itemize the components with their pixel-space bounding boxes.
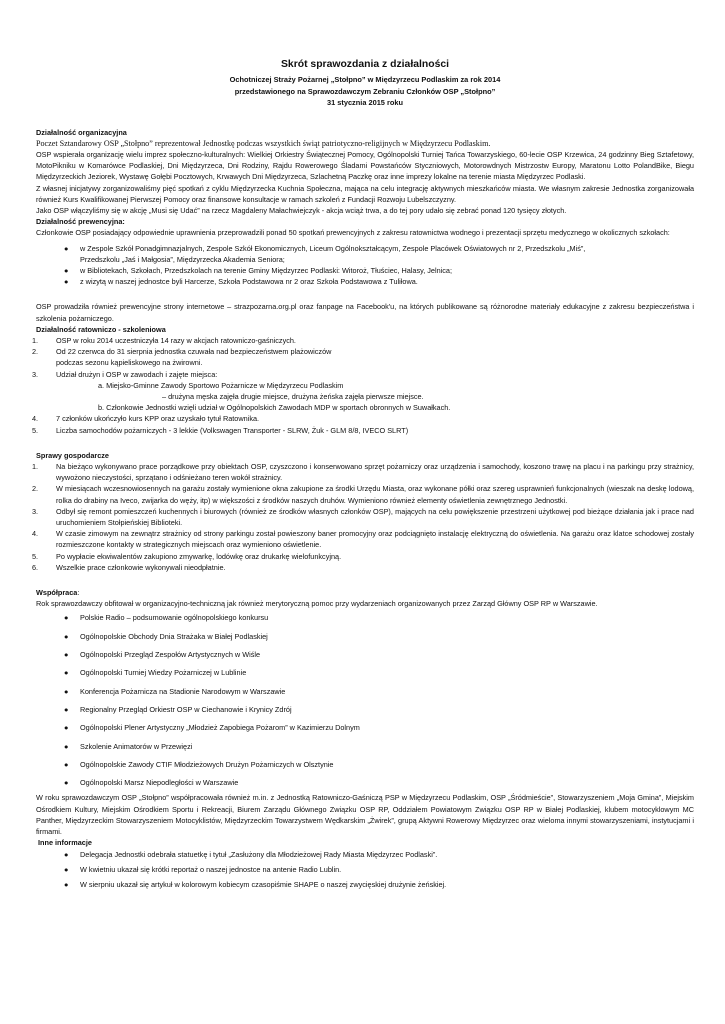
list-item-text: Polskie Radio – podsumowanie ogólnopolskiego konkursu xyxy=(80,613,269,623)
list-item xyxy=(36,848,694,863)
list-item: 3. Udział drużyn i OSP w zawodach i zajęte miejsca: a. Miejsko-Gminne Zawody Sportowo Pożarnicze w Międzyrzecu Podlaskim – drużyna męska zajęła drugie miejsce, drużyna żeńska zajęła pierwsze miejsce. b. Członkowie Jednostki wzięli udział w Ogólnopolskich Zawodach MDP w sportach obronnych w Suwałkach. xyxy=(36,369,694,414)
org-paragraph-3: Z własnej inicjatywy zorganizowaliśmy pięć spotkań z cyklu Międzyrzecka Kuchnia Społeczna, mająca na celu integrację aktywnych mieszkańców miasta. We własnym zakresie Jednostka zorganizowała również Kurs Kwalifikowanej Pierwszej Pomocy oraz finansowe konsultacje w ramach szkoleń z Fundacji Rozwoju Lubelszczyzny. xyxy=(36,183,694,204)
list-item-text: Od 22 czerwca do 31 sierpnia jednostka czuwała nad bezpieczeństwem plażowiczów xyxy=(56,347,332,357)
list-item xyxy=(36,276,694,287)
section-heading-prevention: Działalność prewencyjna: xyxy=(36,217,125,227)
bullet-icon: ● xyxy=(64,759,69,769)
list-item-text: OSP w roku 2014 uczestniczyła 14 razy w akcjach ratowniczo-gaśniczych. xyxy=(56,335,296,345)
bullet-icon: ● xyxy=(64,243,69,253)
list-item-text: W miesiącach wczesnowiosennych na garażu zostały wymienione okna zakupione za środki Urzędu Miasta, oraz wykonane półki oraz szereg usprawnień funkcjonalnych (wieszak na deskę lodową, rolka do drabiny na Iveco, zwijarka do węży, itp) w większości z środków naszych druhów. Wymieniono również elementy oświetlenia zewnętrznego Jednostki. xyxy=(56,484,694,505)
org-paragraph-4: Jako OSP włączyliśmy się w akcję „Musi się Udać” na rzecz Magdaleny Małachwiejczyk - akcja wciąż trwa, a do tej pory udało się zebrać ponad 120 tysięcy złotych. xyxy=(36,205,567,215)
list-item: 5. Po wypłacie ekwiwalentów zakupiono zmywarkę, lodówkę oraz drukarkę wielofunkcyjną. xyxy=(32,551,342,561)
document-title: Skrót sprawozdania z działalności xyxy=(280,59,450,70)
list-item: 1. OSP w roku 2014 uczestniczyła 14 razy w akcjach ratowniczo-gaśniczych. xyxy=(32,335,296,345)
bullet-icon: ● xyxy=(64,723,69,733)
list-item xyxy=(36,609,694,627)
list-item-text: w Bibliotekach, Szkołach, Przedszkolach na terenie Gminy Międzyrzec Podlaski: Witoroż, Tłuściec, Halasy, Jelnica; xyxy=(80,265,453,275)
bullet-icon: ● xyxy=(64,277,69,287)
list-item-text: w Zespole Szkół Ponadgimnazjalnych, Zespole Szkół Ekonomicznych, Liceum Ogólnokształcącym, Zespole Placówek Oświatowych nr 2, Przedszkolu „Miś”, xyxy=(80,243,586,253)
list-item-text: Ogólnopolski Marsz Niepodległości w Warszawie xyxy=(80,778,239,788)
list-item: 4. W czasie zimowym na zewnątrz strażnicy od strony parkingu został powieszony baner promocyjny oraz podciągnięto instalację elektryczną do oświetlenia. Na garażu oraz klatce schodowej zostały rozmieszczone kontakty w strategicznych miejscach oraz wymieniono oświetlenie. xyxy=(32,529,694,550)
list-item: 1. Na bieżąco wykonywano prace porządkowe przy obiektach OSP, czyszczono i konserwowano sprzęt pożarniczy oraz urządzenia i samochody, koszono trawę na placu i na parkingu przy strażnicy, wywożono nieczystości, sprzątano i odśnieżano teren wokół strażnicy. xyxy=(32,461,694,483)
prevention-paragraph-1: Członkowie OSP posiadający odpowiednie uprawnienia przeprowadzili ponad 50 spotkań prewencyjnych z zakresu ratownictwa wodnego i prezentacji sprzętu medycznego w okolicznych szkołach: xyxy=(36,228,670,238)
list-item-text: Szkolenie Animatorów w Przewięzi xyxy=(80,741,193,751)
bullet-icon: ● xyxy=(64,741,69,751)
list-item: 3. Odbył się remont pomieszczeń kuchennych i biurowych (również ze środków własnych członków OSP), mających na celu powiększenie przestrzeni użytkowej pod bieżące działania jak i prace nad uruchomieniem Stołpieńskiej Biblioteki. xyxy=(32,506,694,527)
list-item xyxy=(36,719,694,737)
list-item: 2. Od 22 czerwca do 31 sierpnia jednostka czuwała nad bezpieczeństwem plażowiczów podczas sezonu kąpieliskowego na żwirowni. xyxy=(36,346,694,368)
sub-list-item: b. Członkowie Jednostki wzięli udział w Ogólnopolskich Zawodach MDP w sportach obronnych w Suwałkach. xyxy=(98,403,451,413)
section-heading-economic: Sprawy gospodarcze xyxy=(36,450,109,460)
list-item xyxy=(36,863,694,878)
list-item-text: Ogólnopolski Turniej Wiedzy Pożarniczej w Lublinie xyxy=(80,668,247,678)
list-item-text: Delegacja Jednostki odebrała statuetkę i tytuł „Zasłużony dla Młodzieżowej Rady Miasta Międzyrzec Podlaski”. xyxy=(80,850,438,860)
list-item: 6. Wszelkie prace członkowie wykonywali nieodpłatnie. xyxy=(32,562,226,572)
bullet-icon: ● xyxy=(64,778,69,788)
document-subtitle-2: przedstawionego na Sprawozdawczym Zebraniu Członków OSP „Stołpno” xyxy=(234,86,496,96)
bullet-icon: ● xyxy=(64,686,69,696)
list-item xyxy=(36,265,694,276)
list-item xyxy=(36,774,694,792)
section-heading-org: Działalność organizacyjna xyxy=(36,127,127,137)
section-heading-cooperation xyxy=(36,587,694,598)
bullet-icon: ● xyxy=(64,650,69,660)
document-subtitle-1: Ochotniczej Straży Pożarnej „Stołpno” w Międzyrzecu Podlaskim za rok 2014 xyxy=(229,75,501,84)
bullet-icon: ● xyxy=(64,850,69,860)
list-item: 4. 7 członków ukończyło kurs KPP oraz uzyskało tytuł Ratownika. xyxy=(32,414,260,424)
list-item-text: z wizytą w naszej jednostce byli Harcerze, Szkoła Podstawowa nr 2 oraz Szkoła Podstawowa z Tuliłowa. xyxy=(80,277,418,287)
list-item-text: W kwietniu ukazał się krótki reportaż o naszej jednostce na antenie Radio Lublin. xyxy=(80,865,342,874)
document-date: 31 stycznia 2015 roku xyxy=(326,98,403,107)
bullet-icon: ● xyxy=(64,265,69,275)
list-item xyxy=(36,878,694,893)
list-item xyxy=(36,701,694,719)
bullet-icon: ● xyxy=(64,704,69,714)
cooperation-list xyxy=(36,609,694,792)
list-item xyxy=(36,738,694,756)
sub-list-item: a. Miejsko-Gminne Zawody Sportowo Pożarnicze w Międzyrzecu Podlaskim xyxy=(98,380,344,390)
list-item xyxy=(36,646,694,664)
list-item-text: W sierpniu ukazał się artykuł w kolorowym kobiecym czasopiśmie SHAPE o naszej zwycięskiej drużynie żeńskiej. xyxy=(80,879,447,889)
info-list xyxy=(36,848,694,892)
list-item-text: Na bieżąco wykonywano prace porządkowe przy obiektach OSP, czyszczono i konserwowano sprzęt pożarniczy oraz urządzenia i samochody, koszono trawę na placu i na parkingu przy strażnicy, wywożono nieczystości, sprzątano i odśnieżano teren wokół strażnicy. xyxy=(56,461,694,483)
sub-list-item: – drużyna męska zajęła drugie miejsce, drużyna żeńska zajęła pierwsze miejsce. xyxy=(162,391,424,401)
list-item-text: Po wypłacie ekwiwalentów zakupiono zmywarkę, lodówkę oraz drukarkę wielofunkcyjną. xyxy=(56,551,342,561)
bullet-icon: ● xyxy=(64,879,69,889)
bullet-icon: ● xyxy=(64,668,69,678)
list-item xyxy=(36,664,694,682)
list-item-text: Wszelkie prace członkowie wykonywali nieodpłatnie. xyxy=(56,562,226,572)
list-item-text: Ogólnopolskie Obchody Dnia Strażaka w Białej Podlaskiej xyxy=(80,631,268,641)
list-item-text: Odbył się remont pomieszczeń kuchennych i biurowych (również ze środków własnych członków OSP), mających na celu powiększenie przestrzeni użytkowej pod bieżące działania jak i prace nad uruchomieniem Stołpieńskiej Biblioteki. xyxy=(56,506,694,527)
org-paragraph-2: OSP wspierała organizację wielu imprez społeczno-kulturalnych: Wielkiej Orkiestry Świątecznej Pomocy, Ogólnopolski Turniej Tańca Towarzyskiego, 60-lecie OSP Krzewica, 24 godzinny Bieg Sztafetowy, MotoPikniku w Komarówce Podlaskiej, Dni Międzyrzeca, Dni Rodziny, Rajdu Rowerowego Śladami Powstańców Styczniowych, Motorowdnych Mistrzostw Europy, Maratonu Lotto PolandBike, Biegu Międzyrzeckich Jeziorek, Wystawę Gołębi Pocztowych, Krwawych Dni Międzyrzeca, Szlachetną Paczkę oraz inne imprezy lokalne na terenie miasta Międzyrzec Podlaski. xyxy=(36,149,694,182)
list-item-text: Ogólnopolski Przegląd Zespołów Artystycznych w Wiśle xyxy=(80,650,261,660)
cooperation-paragraph-2: W roku sprawozdawczym OSP „Stołpno” współpracowała również m.in. z Jednostką Ratowniczo-Gaśniczą PSP w Międzyrzecu Podlaskim, OSP „Śródmieście”, Stowarzyszeniem „Moja Gmina”, Miejskim Ośrodkiem Kultury, Miejskim Ośrodkiem Sportu i Rekreacji, Biurem Zarządu Głównego Związku OSP RP, Oddziałem Powiatowym Związku OSP RP w Białej Podlaskiej, klubem motocyklowym MC Panther, Międzyrzeckim Stowarzyszeniem Motocyklistów, Międzyrzeckim Towarzystwem Wędkarskim „Żwirek”, grupą Aktywni Rowerowy Międzyrzec oraz wieloma innymi stowarzyszeniami, instytucjami i firmami. xyxy=(36,793,694,836)
cooperation-intro: Rok sprawozdawczy obfitował w organizacyjno-techniczną jak również merytoryczną pomoc przy wydarzeniach organizowanych przez Zarząd Główny OSP RP w Warszawie. xyxy=(36,599,598,609)
list-item-text: Liczba samochodów pożarniczych - 3 lekkie (Volkswagen Transporter - SLRW, Żuk - GLM 8/8, IVECO SLRT) xyxy=(56,425,409,435)
section-heading-rescue: Działalność ratowniczo - szkoleniowa xyxy=(36,324,166,334)
list-item: 5. Liczba samochodów pożarniczych - 3 lekkie (Volkswagen Transporter - SLRW, Żuk - GLM 8/8, IVECO SLRT) xyxy=(32,425,409,435)
list-item-text: Regionalny Przegląd Orkiestr OSP w Ciechanowie i Krynicy Zdrój xyxy=(80,704,292,714)
list-item-text: podczas sezonu kąpieliskowego na żwirowni. xyxy=(56,358,203,368)
list-item-text: Ogólnopolskie Zawody CTIF Młodzieżowych Drużyn Pożarniczych w Olsztynie xyxy=(80,759,334,769)
list-item xyxy=(36,756,694,774)
prevention-paragraph-2: OSP prowadziła również prewencyjne strony internetowe – strazpozarna.org.pl oraz fanpage na Facebook'u, na których publikowane są różnorodne materiały edukacyjne z zakresu bezpieczeństwa i szkolenia pożarniczego. xyxy=(36,302,694,323)
list-item xyxy=(36,683,694,701)
list-item xyxy=(36,243,694,265)
list-item-text: W czasie zimowym na zewnątrz strażnicy od strony parkingu został powieszony baner promocyjny oraz podciągnięto instalację elektryczną do oświetlenia. Na garażu oraz klatce schodowej zostały rozmieszczone kontakty w strategicznych miejscach oraz wymieniono oświetlenie. xyxy=(56,529,694,550)
list-item xyxy=(36,628,694,646)
org-paragraph-1: Poczet Sztandarowy OSP „Stołpno” reprezentował Jednostkę podczas wszystkich świąt patriotyczno-religijnych w Międzyrzecu Podlaskim. xyxy=(36,138,491,148)
list-item-text: 7 członków ukończyło kurs KPP oraz uzyskało tytuł Ratownika. xyxy=(56,414,260,424)
list-item: 2. W miesiącach wczesnowiosennych na garażu zostały wymienione okna zakupione za środki Urzędu Miasta, oraz wykonane półki oraz szereg usprawnień funkcjonalnych (wieszak na deskę lodową, rolka do drabiny na Iveco, zwijarka do węży, itp) w większości z środków naszych druhów. Wymieniono również elementy oświetlenia zewnętrznego Jednostki. xyxy=(32,484,694,505)
list-item-text: Konferencja Pożarnicza na Stadionie Narodowym w Warszawie xyxy=(80,686,286,696)
bullet-icon: ● xyxy=(64,631,69,641)
heading-colon: : xyxy=(77,588,80,598)
list-item-text: Ogólnopolski Plener Artystyczny „Młodzież Zapobiega Pożarom” w Kazimierzu Dolnym xyxy=(80,723,360,733)
list-item-text: Udział drużyn i OSP w zawodach i zajęte miejsca: xyxy=(56,369,218,379)
bullet-icon: ● xyxy=(64,613,69,623)
document-page xyxy=(32,58,694,892)
section-heading-info: Inne informacje xyxy=(38,838,92,848)
bullet-icon: ● xyxy=(64,865,69,874)
section-heading-text: Współpraca xyxy=(36,588,78,598)
list-item-text: Przedszkolu „Jaś i Małgosia”, Międzyrzecka Akademia Seniora; xyxy=(80,254,285,264)
